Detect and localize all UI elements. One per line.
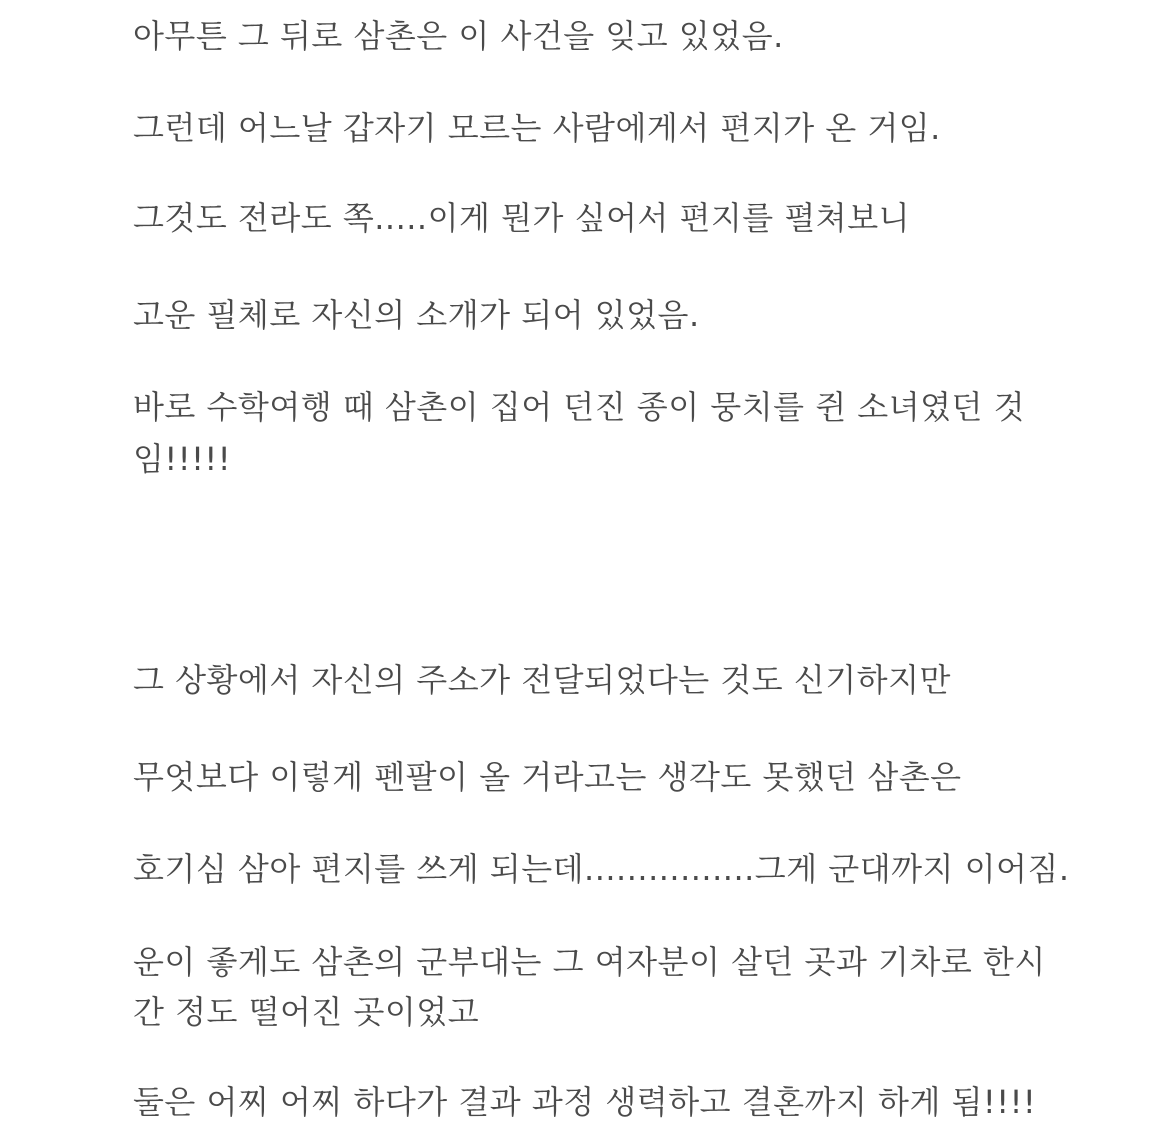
paragraph-5-line-1: 바로 수학여행 때 삼촌이 집어 던진 종이 뭉치를 쥔 소녀였던 것 xyxy=(133,388,1026,426)
paragraph-9-line-2: 간 정도 떨어진 곳이었고 xyxy=(133,993,480,1031)
paragraph-9-line-1: 운이 좋게도 삼촌의 군부대는 그 여자분이 살던 곳과 기차로 한시 xyxy=(133,943,1046,981)
paragraph-6: 그 상황에서 자신의 주소가 전달되었다는 것도 신기하지만 xyxy=(133,661,951,699)
paragraph-10: 둘은 어찌 어찌 하다가 결과 과정 생력하고 결혼까지 하게 됨!!!! xyxy=(133,1083,1037,1121)
paragraph-1: 아무튼 그 뒤로 삼촌은 이 사건을 잊고 있었음. xyxy=(133,17,784,55)
paragraph-5-line-2: 임!!!!! xyxy=(133,440,232,478)
paragraph-4: 고운 필체로 자신의 소개가 되어 있었음. xyxy=(133,296,700,334)
paragraph-2: 그런데 어느날 갑자기 모르는 사람에게서 편지가 온 거임. xyxy=(133,109,941,147)
paragraph-7: 무엇보다 이렇게 펜팔이 올 거라고는 생각도 못했던 삼촌은 xyxy=(133,758,962,796)
paragraph-3: 그것도 전라도 쪽.....이게 뭔가 싶어서 편지를 펼쳐보니 xyxy=(133,199,911,237)
paragraph-8: 호기심 삼아 편지를 쓰게 되는데................그게 군대까지 이어짐. xyxy=(133,850,1070,888)
